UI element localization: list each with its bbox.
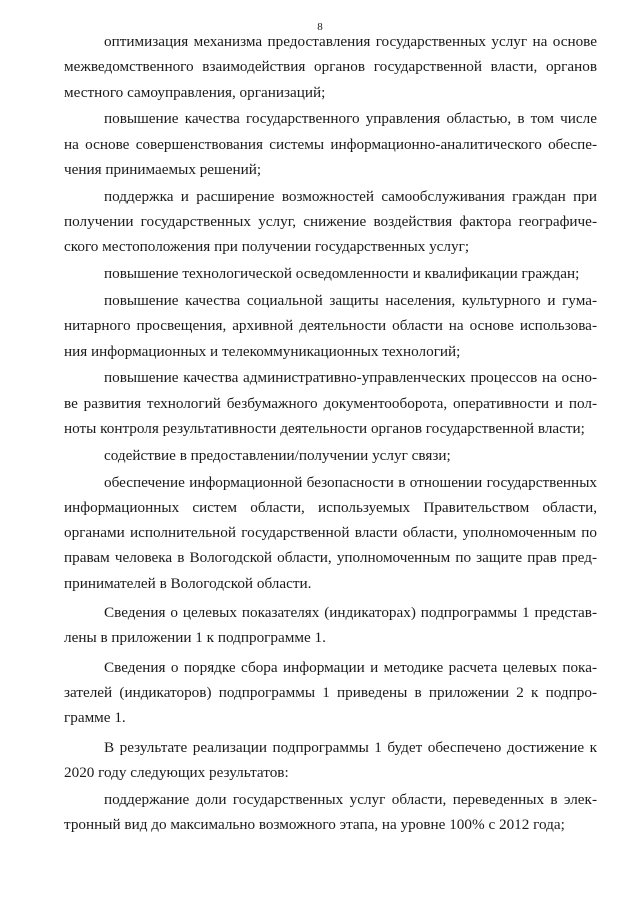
paragraph-management-quality: повышение качества государственного управления областью, в том числе на основе совершенствования системы информационно-аналитического обеспечения принимаемых решений; [64,110,597,178]
document-body [64,29,597,839]
paragraph-tech-awareness: повышение технологической осведомленности и квалификации граждан; [104,265,580,283]
paragraph-information-security: обеспечение информационной безопасности в отношении государственных информационных систем области, используемых Правительством области, органами исполнительной государственной власти области, уполномоченным по правам человека в Вологодской области, уполномоченным по защите прав предпринимателей в Вологодской области. [64,473,597,592]
paragraph-admin-processes: повышение качества административно-управленческих процессов на основе развития технологий безбумажного документооборота, оперативности и полноты контроля результативности деятельности органов государственной власти; [64,369,597,437]
paragraph-optimization: оптимизация механизма предоставления государственных услуг на основе межведомственного взаимодействия органов государственной власти, органов местного самоуправления, организаций; [64,33,597,101]
paragraph-data-collection: Сведения о порядке сбора информации и методике расчета целевых показателей (индикаторов) подпрограммы 1 приведены в приложении 2 к подпрограмме 1. [64,658,597,727]
paragraph-target-indicators: Сведения о целевых показателях (индикаторах) подпрограммы 1 представлены в приложении 1 к подпрограмме 1. [64,604,597,647]
paragraph-social-protection: повышение качества социальной защиты населения, культурного и гуманитарного просвещения, архивной деятельности области на основе использования информационных и телекоммуникационных технологий; [64,291,597,360]
paragraph-results-intro: В результате реализации подпрограммы 1 будет обеспечено достижение к 2020 году следующих результатов: [64,738,597,781]
paragraph-communication-services: содействие в предоставлении/получении услуг связи; [104,446,451,464]
paragraph-self-service: поддержка и расширение возможностей самообслуживания граждан при получении государственных услуг, снижение воздействия фактора географического местоположения при получении государственных услуг; [64,187,597,256]
paragraph-electronic-services: поддержание доли государственных услуг области, переведенных в электронный вид до максимально возможного этапа, на уровне 100% с 2012 года; [64,790,597,833]
page-number: 8 [317,21,323,33]
